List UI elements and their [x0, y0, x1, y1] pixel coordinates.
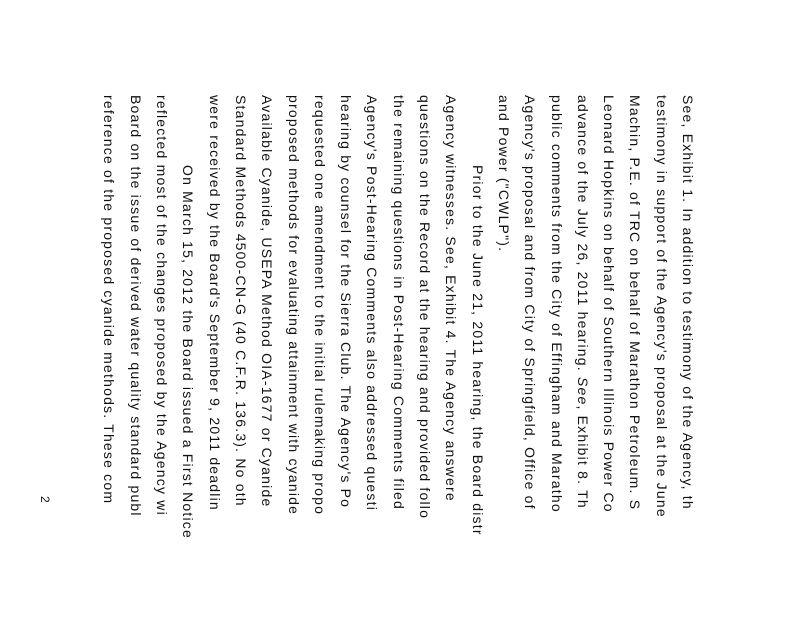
text-line-9: Prior to the June 21, 2011 hearing, the Board distr: [469, 165, 486, 536]
page-number: 2: [38, 496, 52, 504]
text-line-14: hearing by counsel for the Sierra Club. The Agency's Po: [338, 95, 355, 509]
text-line-21: reflected most of the changes proposed by the Agency wi: [154, 95, 171, 516]
text-line-17: Available Cyanide, USEPA Method OIA-1677 or Cyanide: [259, 95, 276, 508]
text-line-20: On March 15, 2012 the Board issued a First Notice: [180, 165, 197, 539]
text-line-18: Standard Methods 4500-CN-G (40 C.F.R. 136.3). No oth: [232, 95, 249, 507]
text-line-16: proposed methods for evaluating attainment with cyanide: [285, 95, 302, 516]
text-line-12: the remaining questions in Post-Hearing Comments filed: [390, 95, 407, 510]
text-line-3: Machin, P.E. of TRC on behalf of Marathon Petroleum. S: [627, 95, 644, 511]
text-line-11: questions on the Record at the hearing and provided follo: [417, 95, 434, 520]
body-text: [96, 95, 701, 618]
text-line-7: Agency's proposal and from City of Springfield, Office of: [522, 95, 539, 510]
text-line-8: and Power ("CWLP").: [495, 95, 512, 253]
text-line-23: reference of the proposed cyanide methods. These com: [101, 95, 118, 505]
text-line-5: advance of the July 26, 2011 hearing. See, Exhibit 8. Th: [574, 95, 591, 509]
text-line-6: public comments from the City of Effingham and Maratho: [548, 95, 565, 513]
text-line-1: See, Exhibit 1. In addition to testimony of the Agency, th: [680, 95, 696, 510]
text-line-22: Board on the issue of derived water quality standard publ: [127, 95, 144, 517]
text-line-10: Agency witnesses. See, Exhibit 4. The Agency answere: [443, 95, 460, 502]
text-line-13: Agency's Post-Hearing Comments also addressed questi: [364, 95, 381, 512]
text-line-19: were received by the Board's September 9, 2011 deadlin: [206, 95, 223, 511]
text-line-4: Leonard Hopkins on behalf of Southern Illinois Power Co: [601, 95, 618, 513]
text-line-15: requested one amendment to the initial rulemaking propo: [311, 95, 328, 516]
text-line-2: testimony in support of the Agency's proposal at the June: [653, 95, 670, 518]
